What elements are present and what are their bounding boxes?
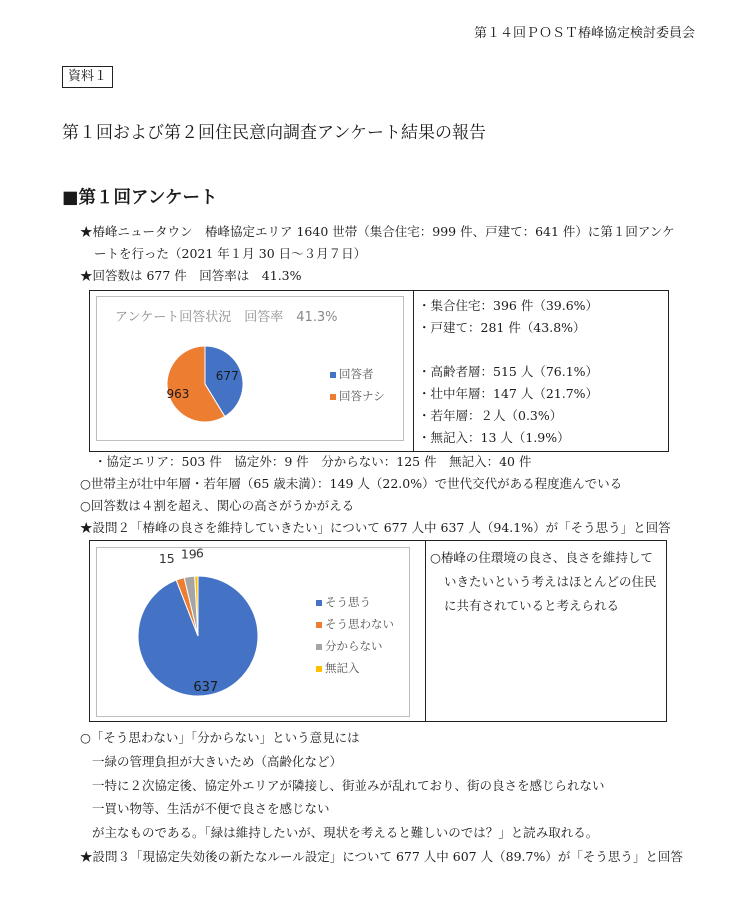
legend-swatch [316,622,322,628]
pie-data-label: 15 [158,551,175,567]
intro-line-3: ★回答数は 677 件 回答率は 41.3% [80,268,302,283]
intro-line-2: ートを行った（2021 年１月 30 日〜３月７日） [94,246,367,261]
closing-line-3: 一特に２次協定後、協定外エリアが隣接し、街並みが乱れており、街の良さを感じられない [92,778,605,793]
closing-line-1: ○「そう思わない」「分からない」という意見には [80,730,360,745]
comment-line-3: に共有されていると考えられる [444,598,620,613]
comment-line-2: いきたいという考えはほとんどの住民 [444,574,657,589]
chart2-legend-item-blank [316,660,360,676]
table-divider [413,290,414,451]
legend-label: 回答ナシ [339,389,385,403]
legend-swatch [316,666,322,672]
closing-line-2: 一緑の管理負担が大きいため（高齢化など） [92,754,343,769]
legend-swatch [316,644,322,650]
legend-label: 分からない [325,639,383,653]
question-2-heading: ★設問２「椿峰の良さを維持していきたい」について 677 人中 637 人（94.1%）が「そう思う」と回答 [80,520,671,535]
legend-label: 回答者 [339,367,374,381]
chart2-legend-item-agree [316,594,371,610]
committee-header: 第１４回ＰＯＳＴ椿峰協定検討委員会 [473,26,695,41]
note-interest: ○回答数は４割を超え、関心の高さがうかがえる [80,498,355,513]
table-divider [425,540,426,721]
pie-data-label: 637 [193,679,219,695]
chart2-pie [118,548,278,708]
stat-apartment: ・集合住宅：396 件（39.6%） [418,298,599,313]
area-breakdown: ・協定エリア：503 件 協定外：9 件 分からない：125 件 無記入：40 件 [94,454,532,469]
document-badge: 資料１ [62,66,113,88]
pie-data-label: 19 [180,548,197,562]
chart2-legend-item-disagree [316,616,394,632]
legend-swatch [316,600,322,606]
stat-detached: ・戸建て：281 件（43.8%） [418,320,586,335]
stat-blank: ・無記入：13 人（1.9%） [418,430,570,445]
question-3-heading: ★設問３「現協定失効後の新たなルール設定」について 677 人中 607 人（89.7%）が「そう思う」と回答 [80,849,683,864]
closing-line-4: 一買い物等、生活が不便で良さを感じない [92,801,330,816]
chart1-legend-item-respondents [330,366,374,382]
legend-label: そう思わない [325,617,394,631]
pie-data-label: 677 [215,369,239,384]
stat-elderly: ・高齢者層：515 人（76.1%） [418,364,599,379]
section-title: ■第１回アンケート [62,188,218,208]
chart1-legend-item-no-response [330,388,385,404]
stat-young: ・若年層：２人（0.3%） [418,408,563,423]
stat-middle-age: ・壮中年層：147 人（21.7%） [418,386,599,401]
report-title: 第１回および第２回住民意向調査アンケート結果の報告 [62,123,486,143]
legend-label: 無記入 [325,661,360,675]
legend-label: そう思う [325,595,371,609]
chart1-title: アンケート回答状況 回答率 41.3% [115,310,338,325]
legend-swatch [330,372,336,378]
pie-data-label: 6 [195,548,204,561]
comment-line-1: ○椿峰の住環境の良さ、良さを維持して [430,550,653,565]
chart1-pie [160,342,260,428]
pie-data-label: 963 [166,386,190,401]
intro-line-1: ★椿峰ニュータウン 椿峰協定エリア 1640 世帯（集合住宅：999 件、戸建て：641 件）に第１回アンケ [80,224,675,239]
legend-swatch [330,394,336,400]
chart2-legend-item-unsure [316,638,383,654]
note-generation: ○世帯主が壮中年層・若年層（65 歳未満）：149 人（22.0%）で世代交代がある程度進んでいる [80,476,623,491]
closing-line-5: が主なものである。「緑は維持したいが、現状を考えると難しいのでは？」と読み取れる。 [92,825,599,840]
